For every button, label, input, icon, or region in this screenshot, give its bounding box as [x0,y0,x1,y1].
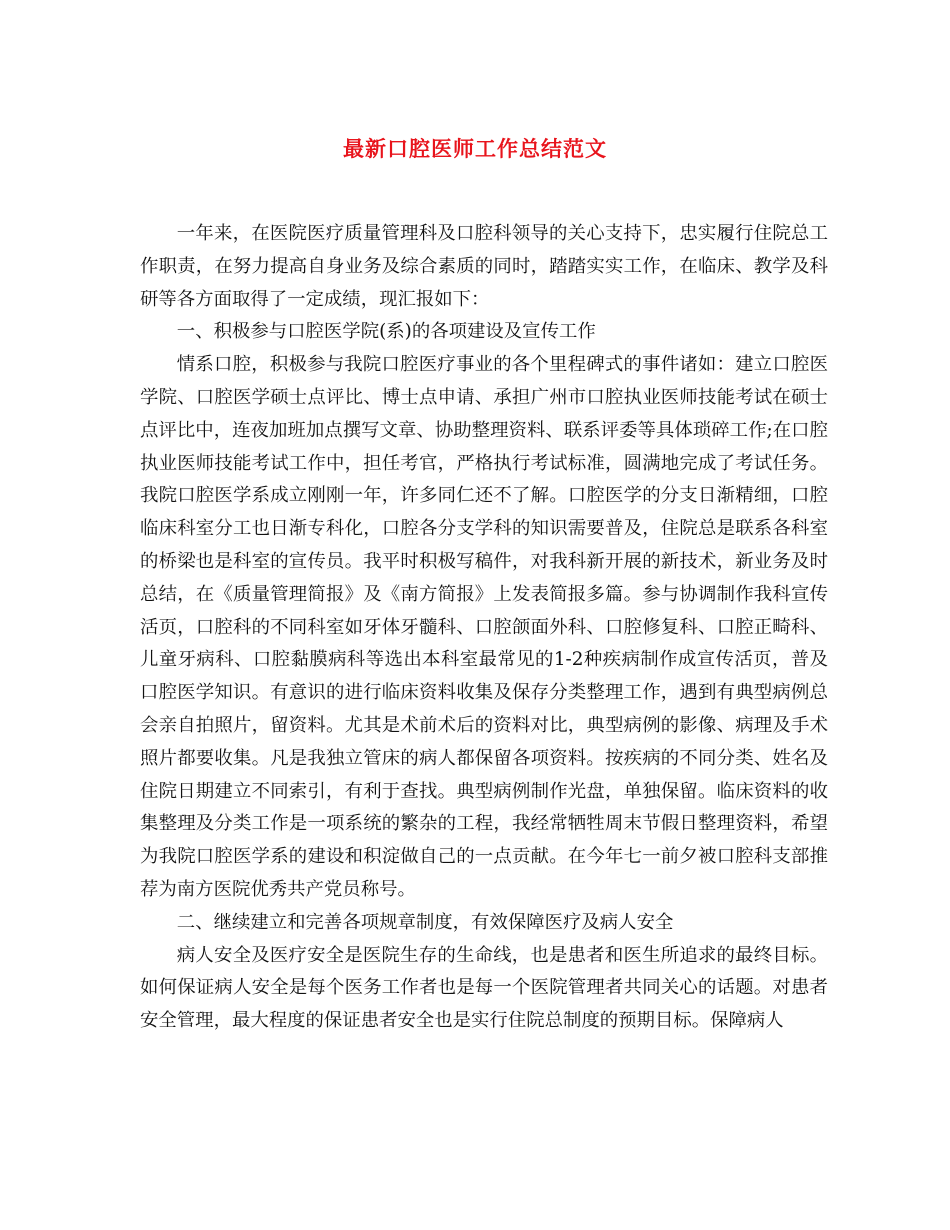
paragraph-section-2: 病人安全及医疗安全是医院生存的生命线，也是患者和医生所追求的最终目标。如何保证病人安全是每个医务工作者也是每一个医院管理者共同关心的话题。对患者安全管理，最大程度的保证患者安全也是实行住院总制度的预期目标。保障病人 [140,944,828,1032]
paragraph-section-1: 情系口腔，积极参与我院口腔医疗事业的各个里程碑式的事件诸如：建立口腔医学院、口腔医学硕士点评比、博士点申请、承担广州市口腔执业医师技能考试在硕士点评比中，连夜加班加点撰写文章、协助整理资料、联系评委等具体琐碎工作;在口腔执业医师技能考试工作中，担任考官，严格执行考试标准，圆满地完成了考试任务。我院口腔医学系成立刚刚一年，许多同仁还不了解。口腔医学的分支日渐精细，口腔临床科室分工也日渐专科化，口腔各分支学科的知识需要普及，住院总是联系各科室的桥梁也是科室的宣传员。我平时积极写稿件，对我科新开展的新技术，新业务及时总结，在《质量管理简报》及《南方简报》上发表简报多篇。参与协调制作我科宣传活页，口腔科的不同科室如牙体牙髓科、口腔颌面外科、口腔修复科、口腔正畸科、儿童牙病科、口腔黏膜病科等选出本科室最常见的1-2种疾病制作成宣传活页，普及口腔医学知识。有意识的进行临床资料收集及保存分类整理工作，遇到有典型病例总会亲自拍照片，留资料。尤其是术前术后的资料对比，典型病例的影像、病理及手术照片都要收集。凡是我独立管床的病人都保留各项资料。按疾病的不同分类、姓名及住院日期建立不同索引，有利于查找。典型病例制作光盘，单独保留。临床资料的收集整理及分类工作是一项系统的繁杂的工程，我经常牺牲周末节假日整理资料，希望为我院口腔医学系的建设和积淀做自己的一点贡献。在今年七一前夕被口腔科支部推荐为南方医院优秀共产党员称号。 [140,354,828,900]
section-heading-1: 一、积极参与口腔医学院(系)的各项建设及宣传工作 [176,321,596,343]
document-body [140,218,828,1038]
paragraph-intro: 一年来，在医院医疗质量管理科及口腔科领导的关心支持下，忠实履行住院总工作职责，在努力提高自身业务及综合素质的同时，踏踏实实工作，在临床、教学及科研等各方面取得了一定成绩，现汇报如下： [140,223,828,310]
section-heading-2: 二、继续建立和完善各项规章制度，有效保障医疗及病人安全 [176,911,674,933]
document-title: 最新口腔医师工作总结范文 [343,136,607,161]
